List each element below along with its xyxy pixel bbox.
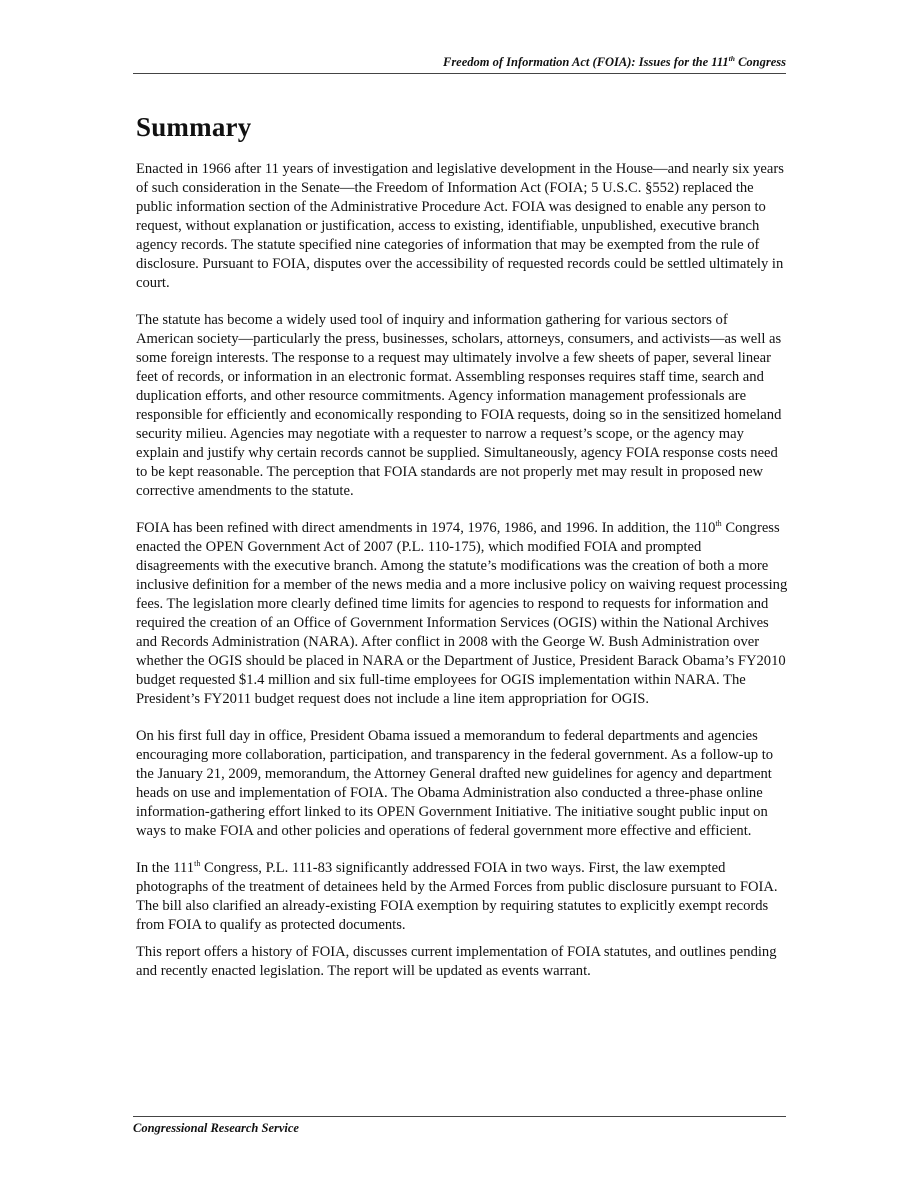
ordinal-superscript: th	[715, 519, 722, 529]
running-header	[133, 54, 786, 74]
paragraph-obama-memorandum: On his first full day in office, President Obama issued a memorandum to federal departments and agencies encouraging more collaboration, participation, and transparency in the federal government. As a follow-up to the January 21, 2009, memorandum, the Attorney General drafted new guidelines for agency and department heads on use and implementation of FOIA. The Obama Administration also conducted a three-phase online information-gathering effort linked to its OPEN Government Initiative. The initiative sought public input on ways to make FOIA and other policies and operations of federal government more effective and efficient.	[136, 728, 774, 839]
paragraph-amendments-part1: FOIA has been refined with direct amendments in 1974, 1976, 1986, and 1996. In addition, the 110	[136, 520, 716, 536]
paragraph-111th-part1: In the 111	[136, 860, 195, 876]
paragraph-amendments-part2: Congress enacted the OPEN Government Act of 2007 (P.L. 110-175), which modified FOIA and prompted disagreements with the executive branch. Among the statute’s modifications was the creation of both a more inclusive definition for a member of the news media and a more inclusive policy on waiving request processing fees. The legislation more clearly defined time limits for agencies to respond to requests for information and required the creation of an Office of Government Information Services (OGIS) within the National Archives and Records Administration (NARA). After conflict in 2008 with the George W. Bush Administration over whether the OGIS should be placed in NARA or the Department of Justice, President Barack Obama’s FY2010 budget requested $1.4 million and six full-time employees for OGIS implementation within NARA. The President’s FY2011 budget request does not include a line item appropriation for OGIS.	[136, 520, 788, 707]
ordinal-superscript: th	[194, 859, 201, 869]
header-title-part2: Congress	[734, 55, 786, 70]
page-title: Summary	[136, 112, 252, 142]
paragraph-111th-part2: Congress, P.L. 111-83 significantly addressed FOIA in two ways. First, the law exempted photographs of the treatment of detainees held by the Armed Forces from public disclosure pursuant to FOIA. The bill also clarified an already-existing FOIA exemption by requiring statutes to explicitly exempt records from FOIA to qualify as protected documents.	[136, 860, 778, 933]
header-title-part1: Freedom of Information Act (FOIA): Issues for the 111	[442, 55, 729, 70]
running-footer: Congressional Research Service	[133, 1116, 786, 1136]
paragraph-report-scope: This report offers a history of FOIA, discusses current implementation of FOIA statutes, and outlines pending and recently enacted legislation. The report will be updated as events warrant.	[136, 944, 777, 979]
paragraph-usage: The statute has become a widely used tool of inquiry and information gathering for various sectors of American society—particularly the press, businesses, scholars, attorneys, consumers, and activists—as well as some foreign interests. The response to a request may ultimately involve a few sheets of paper, several linear feet of records, or information in an electronic format. Assembling responses requires staff time, search and duplication efforts, and other resource commitments. Agency information management professionals are responsible for efficiently and economically responding to FOIA requests, doing so in the sensitized homeland security milieu. Agencies may negotiate with a requester to narrow a request’s scope, or the agency may explain and justify why certain records cannot be supplied. Simultaneously, agency FOIA response costs need to be kept reasonable. The perception that FOIA standards are not properly met may result in proposed new corrective amendments to the statute.	[136, 312, 782, 499]
header-title-superscript: th	[728, 54, 735, 63]
paragraph-111th-congress	[136, 859, 788, 935]
paragraph-enactment: Enacted in 1966 after 11 years of investigation and legislative development in the House—and nearly six years of such consideration in the Senate—the Freedom of Information Act (FOIA; 5 U.S.C. §552) replaced the public information section of the Administrative Procedure Act. FOIA was designed to enable any person to request, without explanation or justification, access to existing, identifiable, unpublished, executive branch agency records. The statute specified nine categories of information that may be exempted from the rule of disclosure. Pursuant to FOIA, disputes over the accessibility of requested records could be settled ultimately in court.	[136, 161, 784, 291]
paragraph-amendments	[136, 519, 788, 709]
summary-body	[136, 160, 788, 999]
